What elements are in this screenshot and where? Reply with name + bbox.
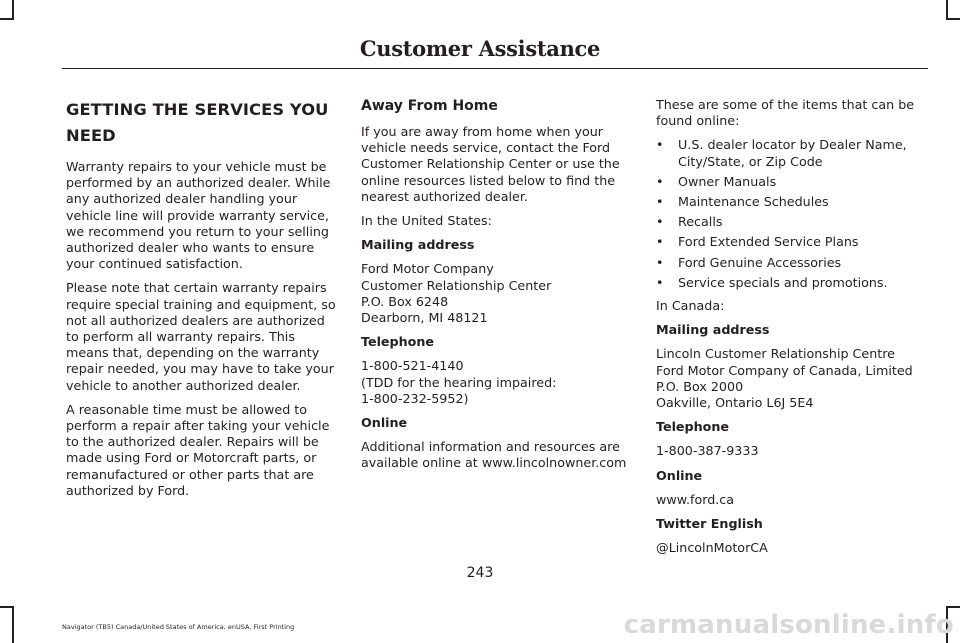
header-rule (62, 68, 928, 69)
bullet: • (656, 194, 664, 210)
mailing-address (361, 261, 633, 326)
address-line: Oakville, Ontario L6J 5E4 (656, 395, 814, 411)
paragraph: In the United States: (361, 213, 492, 229)
mailing-address-label: Mailing address (361, 237, 475, 253)
paragraph: Warranty repairs to your vehicle must be performed by an authorized dealer. While any authorized dealer handling your vehicle line will provide warranty service, we recommend you return to your selling authorized dealer who wants to ensure your continued satisfaction. (66, 159, 331, 272)
twitter-handle: @LincolnMotorCA (656, 540, 768, 556)
online-text: Additional information and resources are available online at www.lincolnowner.com (361, 439, 627, 471)
address-line: Customer Relationship Center (361, 277, 552, 293)
column-right (656, 97, 928, 564)
telephone-line: 1-800-521-4140 (361, 358, 464, 374)
mailing-address-label: Mailing address (656, 322, 770, 338)
list-item: • Service specials and promotions. (656, 274, 888, 290)
paragraph: These are some of the items that can be found online: (656, 97, 915, 129)
subsection-heading: Away From Home (361, 98, 498, 114)
bullet: • (656, 254, 664, 270)
address-line: P.O. Box 2000 (656, 378, 744, 394)
bullet: • (656, 234, 664, 250)
address-line: Ford Motor Company (361, 261, 494, 277)
crop-mark-top-right-h (946, 18, 960, 20)
online-items-list (656, 137, 928, 291)
list-item: • Recalls (656, 214, 723, 230)
column-left (66, 97, 338, 507)
bullet: • (656, 214, 664, 230)
watermark: carmanualsonline.info (623, 610, 954, 640)
address-line: P.O. Box 6248 (361, 293, 449, 309)
section-heading: GETTING THE SERVICES YOU NEED (66, 100, 329, 145)
paragraph: In Canada: (656, 298, 725, 314)
crop-mark-top-left-h (0, 18, 14, 20)
online-label: Online (656, 467, 703, 483)
paragraph: If you are away from home when your vehicle needs service, contact the Ford Customer Relationship Center or use the online resources listed below to find the nearest authorized dealer. (361, 124, 620, 204)
online-url: www.ford.ca (656, 491, 735, 507)
list-item: • U.S. dealer locator by Dealer Name, City/State, or Zip Code (656, 137, 907, 169)
list-item: • Maintenance Schedules (656, 194, 829, 210)
bullet: • (656, 173, 664, 189)
list-item: • Owner Manuals (656, 173, 777, 189)
page-title: Customer Assistance (359, 36, 601, 61)
address-line: Dearborn, MI 48121 (361, 310, 488, 326)
address-line: Ford Motor Company of Canada, Limited (656, 362, 913, 378)
crop-mark-bottom-right-h (946, 606, 960, 608)
column-middle (361, 97, 633, 480)
twitter-label: Twitter English (656, 516, 763, 532)
crop-mark-bottom-left-v (12, 606, 14, 643)
crop-mark-bottom-left-h (0, 606, 14, 608)
bullet: • (656, 137, 664, 153)
bullet: • (656, 274, 664, 290)
telephone-label: Telephone (656, 419, 729, 435)
list-item: • Ford Extended Service Plans (656, 234, 859, 250)
address-line: Lincoln Customer Relationship Centre (656, 346, 895, 362)
page-number: 243 (466, 565, 494, 581)
list-item: • Ford Genuine Accessories (656, 254, 842, 270)
crop-mark-top-right-v (946, 0, 948, 20)
telephone-block (361, 358, 633, 407)
crop-mark-top-left-v (12, 0, 14, 20)
telephone-number: 1-800-387-9333 (656, 443, 759, 459)
telephone-label: Telephone (361, 334, 434, 350)
paragraph: Please note that certain warranty repairs require special training and equipment, so not all authorized dealers are authorized to perform all warranty repairs. This means that, depending on the warranty repair needed, you may have to take your vehicle to another authorized dealer. (66, 280, 336, 393)
paragraph: A reasonable time must be allowed to perform a repair after taking your vehicle to the authorized dealer. Repairs will be made using Ford or Motorcraft parts, or remanufactured or other parts that are authorized by Ford. (66, 401, 330, 498)
online-label: Online (361, 415, 408, 431)
mailing-address (656, 346, 928, 411)
edition-footer: Navigator (TB5) Canada/United States of America, enUSA, First Printing (62, 623, 295, 631)
telephone-line: (TDD for the hearing impaired: (361, 374, 557, 390)
telephone-line: 1-800-232-5952) (361, 390, 469, 406)
